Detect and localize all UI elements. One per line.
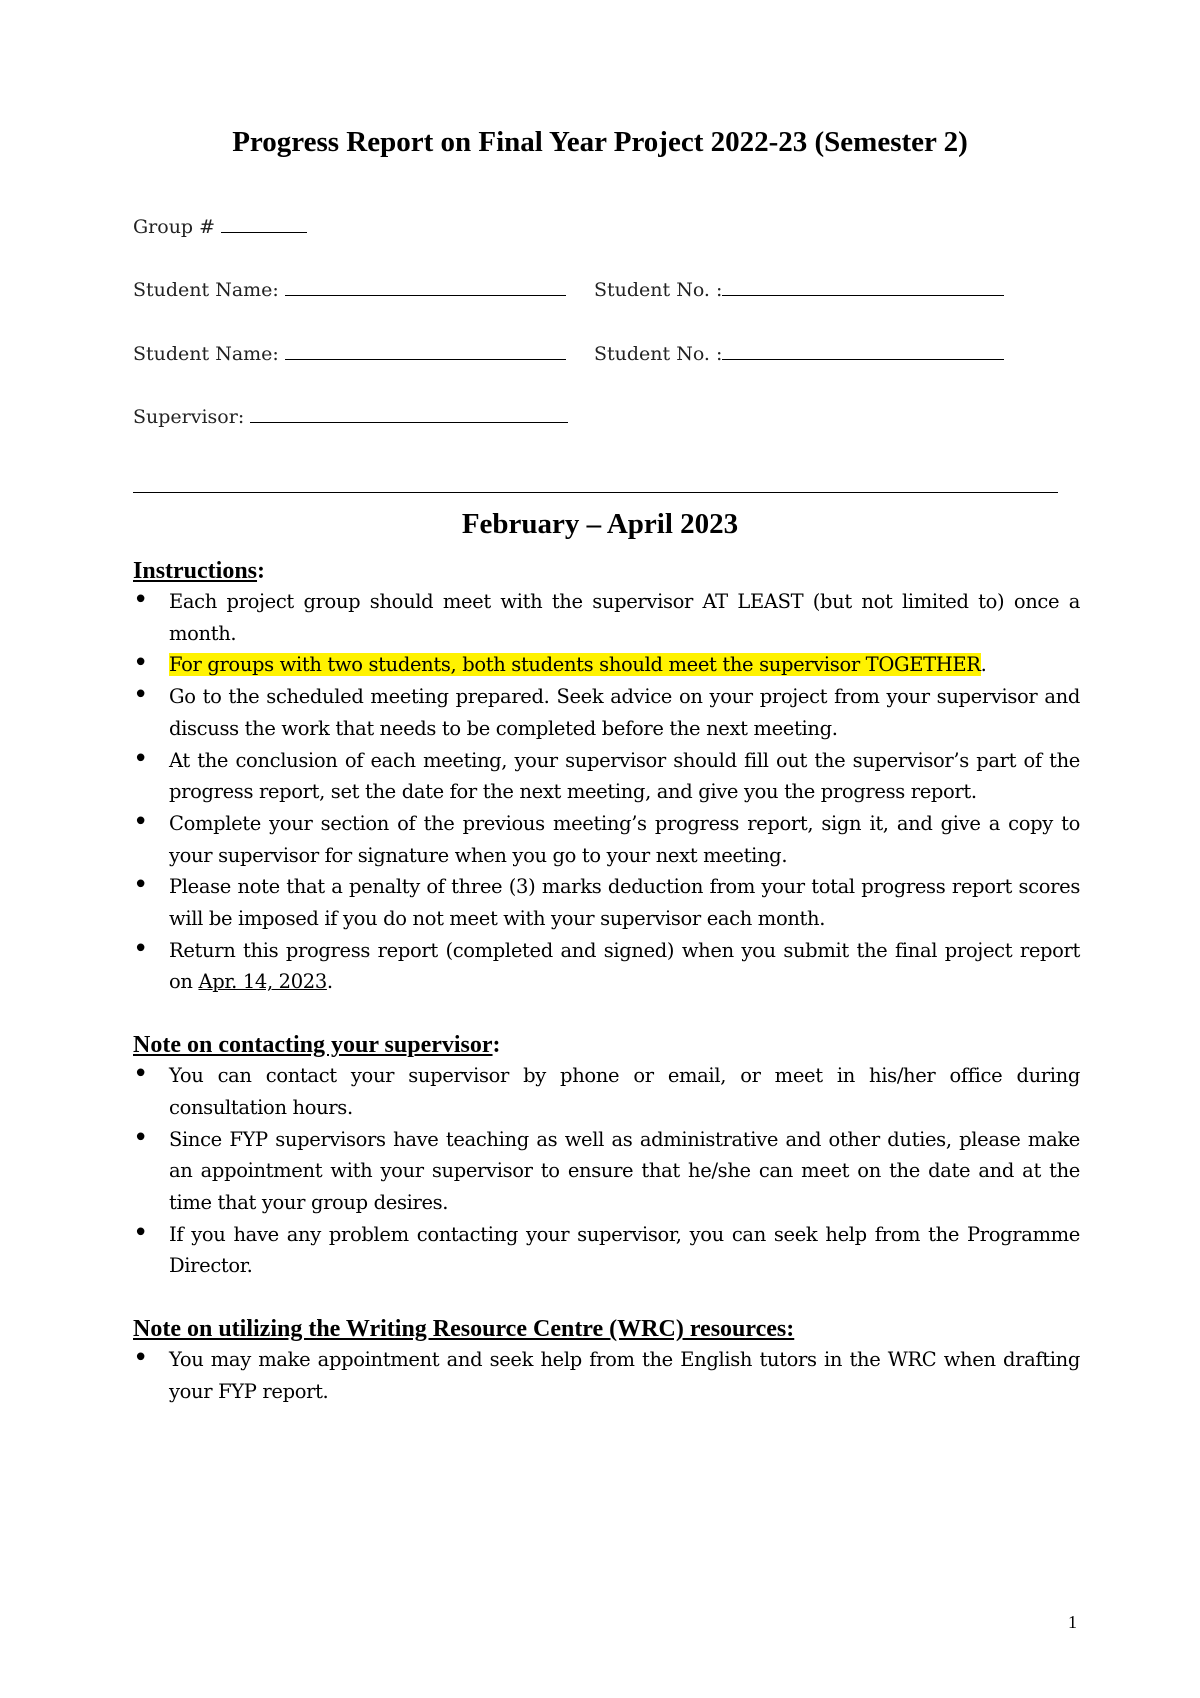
list-item: • Return this progress report (completed and signed) when you submit the final project report on Apr. 14, 2023. (133, 935, 1080, 998)
wrc-note-list (133, 1344, 1080, 1407)
divider-line (133, 492, 1058, 493)
group-blank[interactable] (221, 212, 307, 233)
student-name-blank-2[interactable] (285, 339, 566, 360)
list-item: • Go to the scheduled meeting prepared. Seek advice on your project from your supervisor and discuss the work that needs to be completed before the next meeting. (133, 681, 1080, 744)
student-name-label-1: Student Name: (133, 279, 279, 301)
contact-note-heading: Note on contacting your supervisor: (133, 1032, 501, 1059)
supervisor-label: Supervisor: (133, 406, 245, 428)
contact-note-list (133, 1060, 1080, 1282)
student-no-label-1: Student No. : (594, 279, 723, 301)
student-name-label-2: Student Name: (133, 343, 279, 365)
group-field (133, 212, 307, 238)
list-item: • Since FYP supervisors have teaching as well as administrative and other duties, please make an appointment with your supervisor to ensure that he/she can meet on the date and at the time that your group desires. (133, 1124, 1080, 1219)
student-no-label-2: Student No. : (594, 343, 723, 365)
student-no-blank-2[interactable] (722, 339, 1004, 360)
highlighted-text: For groups with two students, both students should meet the supervisor TOGETHER (169, 653, 981, 677)
list-item: • You can contact your supervisor by phone or email, or meet in his/her office during consultation hours. (133, 1060, 1080, 1123)
supervisor-blank[interactable] (250, 402, 568, 423)
list-item: • You may make appointment and seek help from the English tutors in the WRC when drafting your FYP report. (133, 1344, 1080, 1407)
page-number: 1 (1068, 1612, 1077, 1632)
list-item: • Each project group should meet with the supervisor AT LEAST (but not limited to) once a month. (133, 586, 1080, 649)
list-item: • If you have any problem contacting your supervisor, you can seek help from the Programme Director. (133, 1219, 1080, 1282)
student-row-1 (133, 275, 1033, 301)
period-title: February – April 2023 (461, 508, 739, 540)
page-title: Progress Report on Final Year Project 2022-23 (Semester 2) (232, 126, 968, 158)
instructions-heading: Instructions: (133, 558, 266, 584)
list-item: • Complete your section of the previous meeting’s progress report, sign it, and give a copy to your supervisor for signature when you go to your next meeting. (133, 808, 1080, 871)
instructions-content (133, 556, 1080, 1407)
wrc-note-heading: Note on utilizing the Writing Resource Centre (WRC) resources: (133, 1316, 795, 1343)
list-item: • For groups with two students, both students should meet the supervisor TOGETHER. (133, 649, 1080, 681)
list-item: • At the conclusion of each meeting, your supervisor should fill out the supervisor’s part of the progress report, set the date for the next meeting, and give you the progress report. (133, 745, 1080, 808)
instructions-list (133, 586, 1080, 998)
student-name-blank-1[interactable] (285, 275, 566, 296)
deadline-date: Apr. 14, 2023 (198, 970, 327, 994)
student-row-2 (133, 339, 1033, 365)
supervisor-row (133, 402, 568, 428)
group-label: Group # (133, 216, 216, 238)
student-no-blank-1[interactable] (722, 275, 1004, 296)
list-item: • Please note that a penalty of three (3) marks deduction from your total progress report scores will be imposed if you do not meet with your supervisor each month. (133, 871, 1080, 934)
